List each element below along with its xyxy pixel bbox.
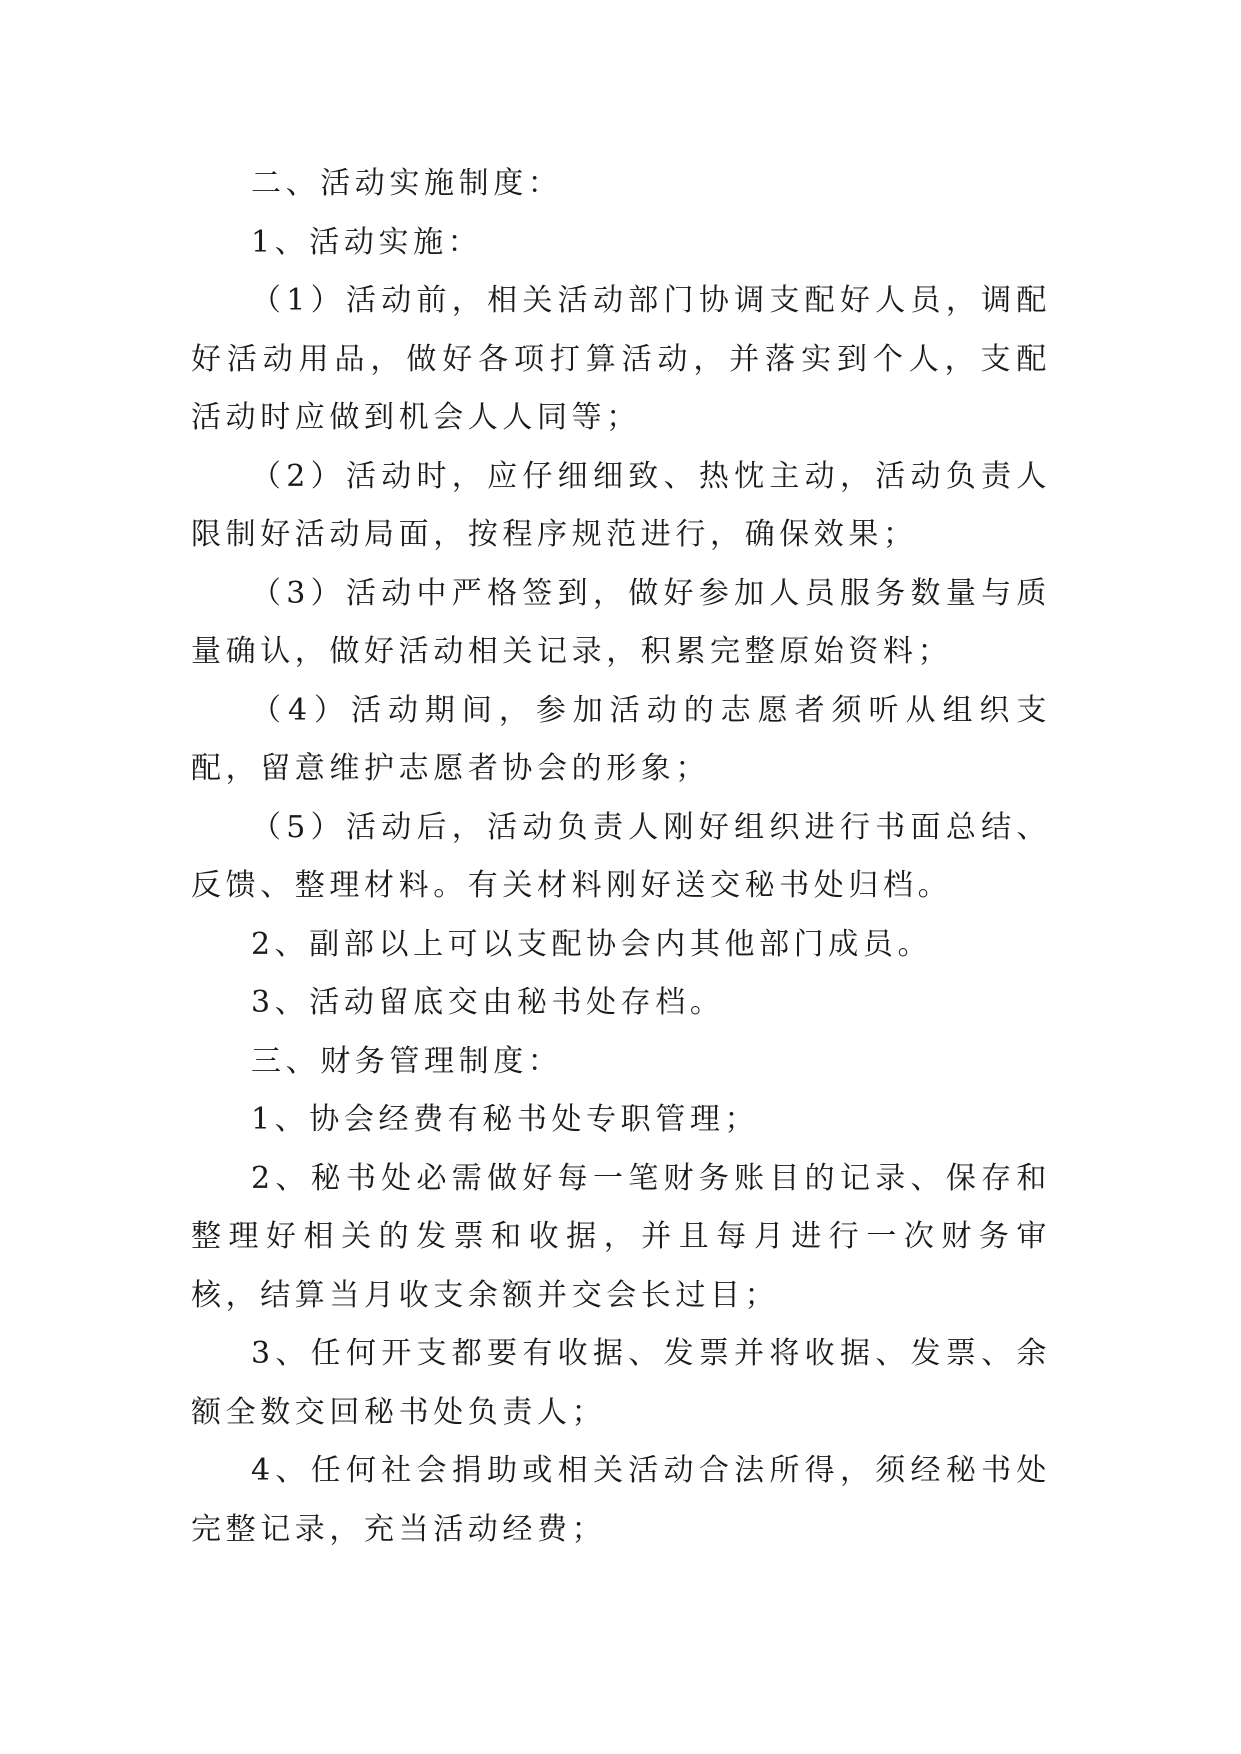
section-heading-activity-rules: 二、活动实施制度： — [251, 166, 563, 201]
paragraph-rule-2: 2、副部以上可以支配协会内其他部门成员。 — [251, 926, 933, 962]
paragraph-item-1: （1）活动前，相关活动部门协调支配好人员，调配好活动用品，做好各项打算活动，并落实到个人，支配活动时应做到机会人人同等； — [191, 283, 1051, 435]
document-body — [191, 155, 1051, 1559]
paragraph-finance-4: 4、任何社会捐助或相关活动合法所得，须经秘书处完整记录，充当活动经费； — [191, 1453, 1051, 1547]
paragraph-finance-1: 1、协会经费有秘书处专职管理； — [251, 1102, 760, 1137]
paragraph-finance-3: 3、任何开支都要有收据、发票并将收据、发票、余额全数交回秘书处负责人； — [191, 1336, 1051, 1430]
paragraph-item-5: （5）活动后，活动负责人刚好组织进行书面总结、反馈、整理材料。有关材料刚好送交秘书处归档。 — [191, 809, 1051, 903]
paragraph-item-4: （4）活动期间，参加活动的志愿者须听从组织支配，留意维护志愿者协会的形象； — [191, 692, 1051, 786]
paragraph-item-2: （2）活动时，应仔细细致、热忱主动，活动负责人限制好活动局面，按程序规范进行，确保效果； — [191, 458, 1051, 552]
section-heading-finance-rules: 三、财务管理制度： — [251, 1043, 563, 1079]
paragraph-finance-2: 2、秘书处必需做好每一笔财务账目的记录、保存和整理好相关的发票和收据，并且每月进行一次财务审核，结算当月收支余额并交会长过目； — [191, 1160, 1051, 1313]
subsection-heading-activity-implementation: 1、活动实施： — [251, 224, 483, 260]
paragraph-rule-3: 3、活动留底交由秘书处存档。 — [251, 985, 725, 1020]
paragraph-item-3: （3）活动中严格签到，做好参加人员服务数量与质量确认，做好活动相关记录，积累完整原始资料； — [191, 575, 1051, 669]
